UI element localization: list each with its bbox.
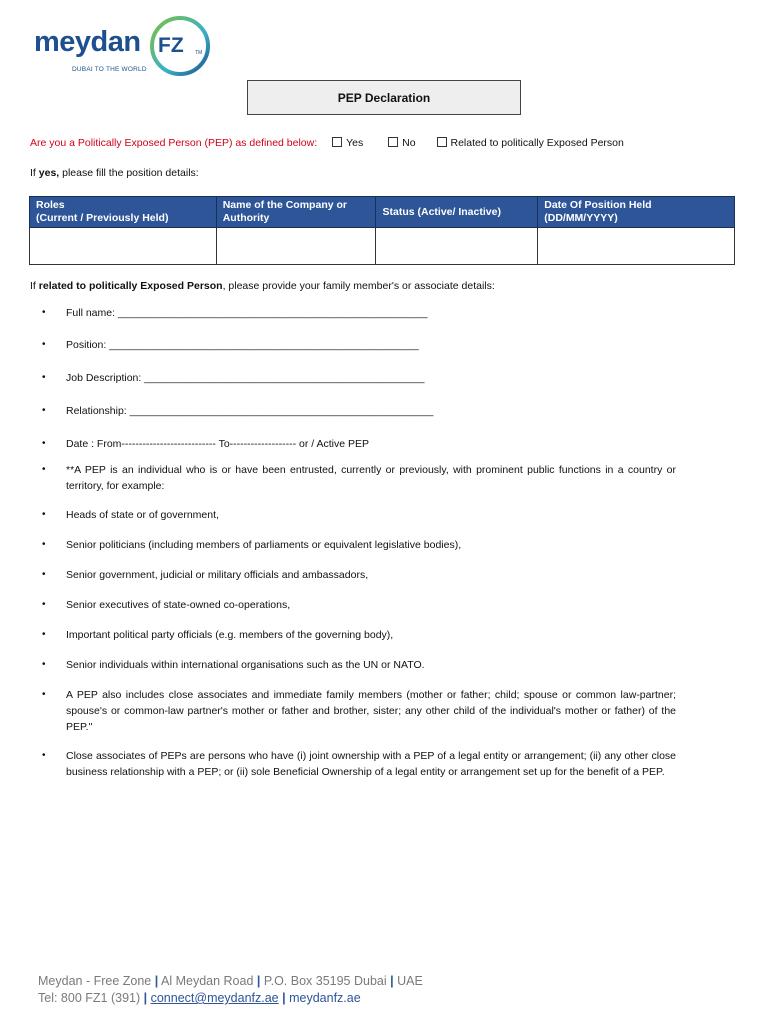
- option-no-label: No: [402, 137, 416, 149]
- logo-tagline: DUBAI TO THE WORLD: [72, 66, 147, 73]
- bullet: •: [42, 629, 46, 640]
- pep-question: [30, 137, 730, 149]
- bullet: •: [42, 599, 46, 610]
- footer-part: UAE: [393, 974, 423, 988]
- table-row: [30, 228, 735, 265]
- if-yes-bold: yes,: [38, 167, 60, 179]
- bullet: •: [42, 689, 46, 700]
- footer-part: Al Meydan Road: [158, 974, 257, 988]
- footer-site-link[interactable]: meydanfz.ae: [289, 991, 361, 1005]
- cell-roles-input[interactable]: [30, 228, 217, 265]
- if-related-instruction: [30, 280, 495, 292]
- if-yes-prefix: If: [30, 167, 39, 179]
- header-company: Name of the Company or Authority: [216, 197, 376, 228]
- bullet: •: [42, 509, 46, 520]
- if-yes-instruction: [30, 167, 199, 179]
- option-yes[interactable]: [332, 137, 363, 149]
- bullet: •: [42, 307, 46, 318]
- option-related-label: Related to politically Exposed Person: [450, 137, 624, 149]
- page-title: PEP Declaration: [247, 80, 521, 115]
- bullet: •: [42, 569, 46, 580]
- logo-trademark: TM: [195, 50, 203, 56]
- bullet: •: [42, 464, 46, 475]
- checkbox-no[interactable]: [388, 137, 398, 147]
- bullet: •: [42, 438, 46, 449]
- cell-date-input[interactable]: [538, 228, 735, 265]
- footer: [38, 973, 423, 1007]
- bullet: •: [42, 750, 46, 761]
- checkbox-yes[interactable]: [332, 137, 342, 147]
- bullet: •: [42, 339, 46, 350]
- meydan-fz-logo: [34, 14, 214, 78]
- bullet: •: [42, 372, 46, 383]
- footer-separator: |: [390, 974, 394, 988]
- footer-separator: |: [154, 974, 159, 988]
- cell-company-input[interactable]: [216, 228, 376, 265]
- option-no[interactable]: [388, 137, 415, 149]
- pep-question-text: Are you a Politically Exposed Person (PEP) as defined below:: [30, 137, 318, 149]
- if-related-suffix: , please provide your family member's or associate details:: [222, 280, 495, 292]
- if-related-bold: related to politically Exposed Person: [38, 280, 223, 292]
- logo-fz: FZ: [158, 34, 184, 57]
- footer-address: [38, 973, 423, 990]
- footer-separator: |: [256, 974, 261, 988]
- option-related[interactable]: [437, 137, 624, 149]
- footer-part: Meydan - Free Zone: [38, 974, 155, 988]
- bullet: •: [42, 659, 46, 670]
- header-status: Status (Active/ Inactive): [376, 197, 538, 228]
- checkbox-related[interactable]: [437, 137, 447, 147]
- logo-wordmark: meydan: [34, 26, 141, 58]
- if-yes-suffix: please fill the position details:: [59, 167, 199, 179]
- option-yes-label: Yes: [346, 137, 364, 149]
- if-related-prefix: If: [30, 280, 39, 292]
- header-date: Date Of Position Held (DD/MM/YYYY): [538, 197, 735, 228]
- position-table: [29, 196, 735, 265]
- bullet: •: [42, 539, 46, 550]
- cell-status-input[interactable]: [376, 228, 538, 265]
- footer-separator: |: [282, 991, 286, 1005]
- footer-email-link[interactable]: connect@meydanfz.ae: [150, 991, 279, 1005]
- header-roles: Roles (Current / Previously Held): [30, 197, 217, 228]
- footer-separator: |: [143, 991, 148, 1005]
- footer-contact: [38, 990, 423, 1007]
- bullet: •: [42, 405, 46, 416]
- footer-part: P.O. Box 35195 Dubai: [260, 974, 391, 988]
- footer-tel: Tel: 800 FZ1 (391): [38, 991, 144, 1005]
